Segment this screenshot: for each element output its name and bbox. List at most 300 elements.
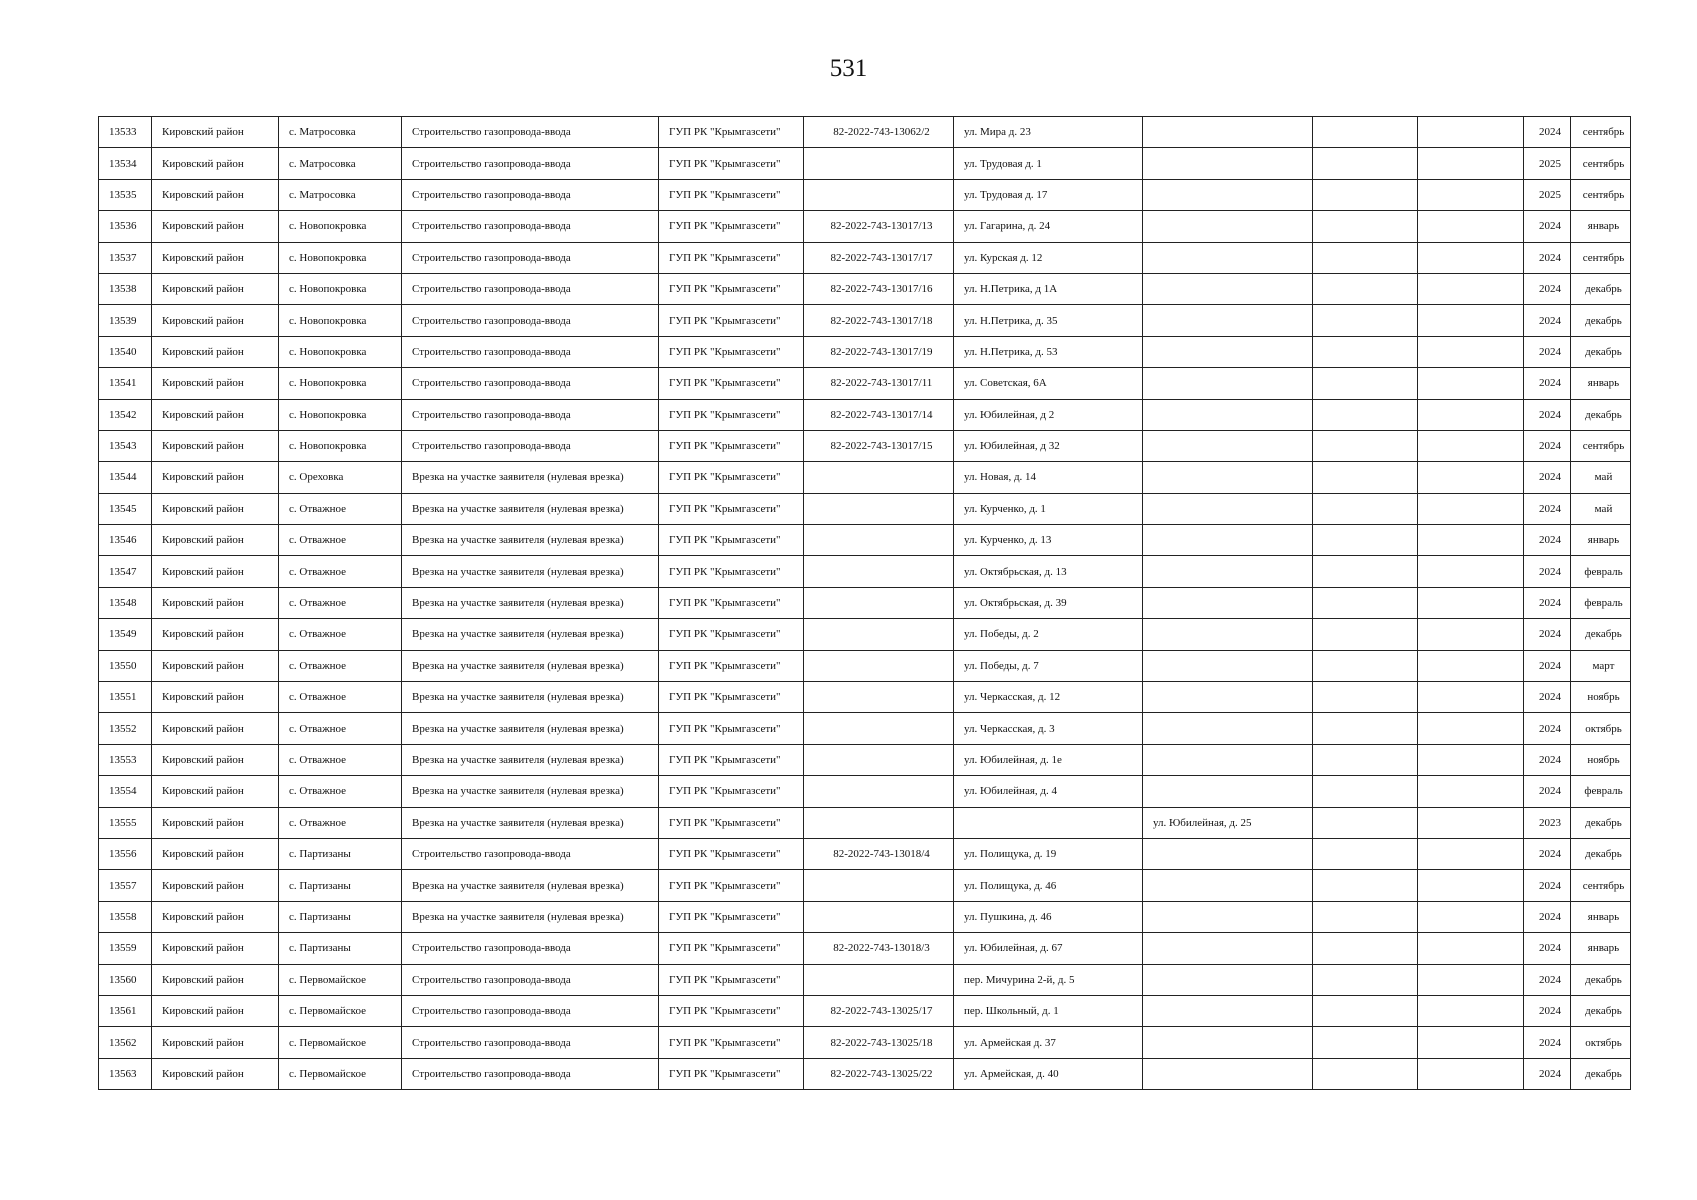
table-row <box>99 776 1631 807</box>
work-type-cell: Врезка на участке заявителя (нулевая врезка) <box>402 870 659 901</box>
extra-address-cell <box>1143 713 1313 744</box>
month-cell: февраль <box>1571 587 1631 618</box>
blank-cell <box>1418 1027 1524 1058</box>
row-number: 13541 <box>99 368 152 399</box>
table-row <box>99 368 1631 399</box>
work-type-cell: Строительство газопровода-ввода <box>402 148 659 179</box>
blank-cell <box>1313 242 1418 273</box>
address-cell: ул. Черкасская, д. 3 <box>954 713 1143 744</box>
application-code-cell: 82-2022-743-13062/2 <box>804 117 954 148</box>
table-row <box>99 1027 1631 1058</box>
address-cell: пер. Школьный, д. 1 <box>954 995 1143 1026</box>
settlement-cell: с. Отважное <box>279 493 402 524</box>
blank-cell <box>1418 901 1524 932</box>
address-cell: ул. Юбилейная, д 2 <box>954 399 1143 430</box>
blank-cell <box>1418 493 1524 524</box>
blank-cell <box>1418 776 1524 807</box>
blank-cell <box>1418 399 1524 430</box>
blank-cell <box>1418 1058 1524 1089</box>
month-cell: сентябрь <box>1571 117 1631 148</box>
month-cell: декабрь <box>1571 807 1631 838</box>
row-number: 13552 <box>99 713 152 744</box>
organization-cell: ГУП РК "Крымгазсети" <box>659 901 804 932</box>
settlement-cell: с. Новопокровка <box>279 430 402 461</box>
blank-cell <box>1313 336 1418 367</box>
settlement-cell: с. Отважное <box>279 587 402 618</box>
settlement-cell: с. Первомайское <box>279 1027 402 1058</box>
blank-cell <box>1418 838 1524 869</box>
table-row <box>99 525 1631 556</box>
table-row <box>99 807 1631 838</box>
organization-cell: ГУП РК "Крымгазсети" <box>659 117 804 148</box>
year-cell: 2024 <box>1524 430 1571 461</box>
work-type-cell: Строительство газопровода-ввода <box>402 964 659 995</box>
month-cell: декабрь <box>1571 399 1631 430</box>
blank-cell <box>1418 242 1524 273</box>
row-number: 13537 <box>99 242 152 273</box>
extra-address-cell <box>1143 776 1313 807</box>
organization-cell: ГУП РК "Крымгазсети" <box>659 744 804 775</box>
work-type-cell: Строительство газопровода-ввода <box>402 336 659 367</box>
month-cell: сентябрь <box>1571 870 1631 901</box>
application-code-cell <box>804 148 954 179</box>
month-cell: октябрь <box>1571 713 1631 744</box>
extra-address-cell <box>1143 619 1313 650</box>
organization-cell: ГУП РК "Крымгазсети" <box>659 368 804 399</box>
organization-cell: ГУП РК "Крымгазсети" <box>659 619 804 650</box>
row-number: 13551 <box>99 682 152 713</box>
organization-cell: ГУП РК "Крымгазсети" <box>659 305 804 336</box>
extra-address-cell <box>1143 305 1313 336</box>
blank-cell <box>1418 179 1524 210</box>
blank-cell <box>1418 273 1524 304</box>
page-number: 531 <box>829 55 868 82</box>
year-cell: 2024 <box>1524 933 1571 964</box>
year-cell: 2024 <box>1524 368 1571 399</box>
row-number: 13555 <box>99 807 152 838</box>
month-cell: январь <box>1571 901 1631 932</box>
year-cell: 2024 <box>1524 1027 1571 1058</box>
district-cell: Кировский район <box>152 273 279 304</box>
registry-body <box>99 117 1631 1090</box>
extra-address-cell <box>1143 117 1313 148</box>
extra-address-cell <box>1143 870 1313 901</box>
address-cell: ул. Советская, 6А <box>954 368 1143 399</box>
application-code-cell <box>804 807 954 838</box>
organization-cell: ГУП РК "Крымгазсети" <box>659 682 804 713</box>
extra-address-cell <box>1143 399 1313 430</box>
work-type-cell: Врезка на участке заявителя (нулевая врезка) <box>402 744 659 775</box>
blank-cell <box>1313 148 1418 179</box>
table-row <box>99 179 1631 210</box>
row-number: 13560 <box>99 964 152 995</box>
row-number: 13558 <box>99 901 152 932</box>
address-cell: ул. Юбилейная, д 32 <box>954 430 1143 461</box>
blank-cell <box>1418 556 1524 587</box>
blank-cell <box>1313 838 1418 869</box>
district-cell: Кировский район <box>152 870 279 901</box>
work-type-cell: Строительство газопровода-ввода <box>402 995 659 1026</box>
extra-address-cell <box>1143 336 1313 367</box>
address-cell: ул. Н.Петрика, д 1А <box>954 273 1143 304</box>
settlement-cell: с. Новопокровка <box>279 211 402 242</box>
row-number: 13547 <box>99 556 152 587</box>
settlement-cell: с. Новопокровка <box>279 273 402 304</box>
year-cell: 2024 <box>1524 901 1571 932</box>
blank-cell <box>1418 870 1524 901</box>
work-type-cell: Врезка на участке заявителя (нулевая врезка) <box>402 682 659 713</box>
row-number: 13534 <box>99 148 152 179</box>
blank-cell <box>1418 587 1524 618</box>
table-row <box>99 273 1631 304</box>
blank-cell <box>1313 462 1418 493</box>
organization-cell: ГУП РК "Крымгазсети" <box>659 713 804 744</box>
month-cell: май <box>1571 493 1631 524</box>
month-cell: декабрь <box>1571 305 1631 336</box>
settlement-cell: с. Отважное <box>279 525 402 556</box>
address-cell: ул. Трудовая д. 17 <box>954 179 1143 210</box>
blank-cell <box>1418 462 1524 493</box>
district-cell: Кировский район <box>152 650 279 681</box>
row-number: 13550 <box>99 650 152 681</box>
district-cell: Кировский район <box>152 619 279 650</box>
work-type-cell: Строительство газопровода-ввода <box>402 179 659 210</box>
district-cell: Кировский район <box>152 713 279 744</box>
application-code-cell: 82-2022-743-13025/22 <box>804 1058 954 1089</box>
blank-cell <box>1313 870 1418 901</box>
district-cell: Кировский район <box>152 336 279 367</box>
month-cell: сентябрь <box>1571 148 1631 179</box>
district-cell: Кировский район <box>152 587 279 618</box>
blank-cell <box>1313 619 1418 650</box>
work-type-cell: Строительство газопровода-ввода <box>402 933 659 964</box>
extra-address-cell <box>1143 650 1313 681</box>
organization-cell: ГУП РК "Крымгазсети" <box>659 430 804 461</box>
application-code-cell <box>804 179 954 210</box>
registry-table <box>98 116 1631 1090</box>
district-cell: Кировский район <box>152 493 279 524</box>
blank-cell <box>1313 807 1418 838</box>
table-row <box>99 744 1631 775</box>
month-cell: январь <box>1571 211 1631 242</box>
settlement-cell: с. Отважное <box>279 744 402 775</box>
blank-cell <box>1418 430 1524 461</box>
extra-address-cell <box>1143 273 1313 304</box>
application-code-cell: 82-2022-743-13017/17 <box>804 242 954 273</box>
address-cell: ул. Победы, д. 2 <box>954 619 1143 650</box>
organization-cell: ГУП РК "Крымгазсети" <box>659 587 804 618</box>
address-cell: ул. Курская д. 12 <box>954 242 1143 273</box>
month-cell: ноябрь <box>1571 744 1631 775</box>
work-type-cell: Строительство газопровода-ввода <box>402 368 659 399</box>
month-cell: январь <box>1571 525 1631 556</box>
extra-address-cell: ул. Юбилейная, д. 25 <box>1143 807 1313 838</box>
month-cell: декабрь <box>1571 336 1631 367</box>
organization-cell: ГУП РК "Крымгазсети" <box>659 870 804 901</box>
blank-cell <box>1418 650 1524 681</box>
extra-address-cell <box>1143 744 1313 775</box>
organization-cell: ГУП РК "Крымгазсети" <box>659 933 804 964</box>
settlement-cell: с. Новопокровка <box>279 242 402 273</box>
address-cell: ул. Н.Петрика, д. 35 <box>954 305 1143 336</box>
application-code-cell: 82-2022-743-13018/4 <box>804 838 954 869</box>
year-cell: 2024 <box>1524 242 1571 273</box>
application-code-cell <box>804 964 954 995</box>
organization-cell: ГУП РК "Крымгазсети" <box>659 399 804 430</box>
blank-cell <box>1313 525 1418 556</box>
extra-address-cell <box>1143 1058 1313 1089</box>
organization-cell: ГУП РК "Крымгазсети" <box>659 493 804 524</box>
application-code-cell: 82-2022-743-13025/17 <box>804 995 954 1026</box>
organization-cell: ГУП РК "Крымгазсети" <box>659 776 804 807</box>
settlement-cell: с. Отважное <box>279 619 402 650</box>
table-row <box>99 964 1631 995</box>
address-cell: ул. Н.Петрика, д. 53 <box>954 336 1143 367</box>
application-code-cell <box>804 587 954 618</box>
blank-cell <box>1313 179 1418 210</box>
application-code-cell <box>804 744 954 775</box>
table-row <box>99 870 1631 901</box>
organization-cell: ГУП РК "Крымгазсети" <box>659 462 804 493</box>
extra-address-cell <box>1143 525 1313 556</box>
settlement-cell: с. Отважное <box>279 682 402 713</box>
work-type-cell: Строительство газопровода-ввода <box>402 399 659 430</box>
year-cell: 2024 <box>1524 336 1571 367</box>
blank-cell <box>1313 211 1418 242</box>
year-cell: 2024 <box>1524 399 1571 430</box>
row-number: 13542 <box>99 399 152 430</box>
table-row <box>99 493 1631 524</box>
blank-cell <box>1418 713 1524 744</box>
work-type-cell: Строительство газопровода-ввода <box>402 838 659 869</box>
blank-cell <box>1418 807 1524 838</box>
row-number: 13548 <box>99 587 152 618</box>
extra-address-cell <box>1143 430 1313 461</box>
blank-cell <box>1313 650 1418 681</box>
settlement-cell: с. Партизаны <box>279 838 402 869</box>
extra-address-cell <box>1143 587 1313 618</box>
address-cell: ул. Гагарина, д. 24 <box>954 211 1143 242</box>
table-row <box>99 242 1631 273</box>
table-row <box>99 430 1631 461</box>
work-type-cell: Строительство газопровода-ввода <box>402 1058 659 1089</box>
month-cell: май <box>1571 462 1631 493</box>
work-type-cell: Строительство газопровода-ввода <box>402 211 659 242</box>
month-cell: сентябрь <box>1571 430 1631 461</box>
address-cell: ул. Победы, д. 7 <box>954 650 1143 681</box>
district-cell: Кировский район <box>152 117 279 148</box>
row-number: 13544 <box>99 462 152 493</box>
table-row <box>99 995 1631 1026</box>
blank-cell <box>1418 368 1524 399</box>
month-cell: январь <box>1571 368 1631 399</box>
address-cell: ул. Курченко, д. 1 <box>954 493 1143 524</box>
row-number: 13559 <box>99 933 152 964</box>
district-cell: Кировский район <box>152 933 279 964</box>
application-code-cell <box>804 901 954 932</box>
settlement-cell: с. Отважное <box>279 776 402 807</box>
blank-cell <box>1418 964 1524 995</box>
settlement-cell: с. Отважное <box>279 650 402 681</box>
row-number: 13535 <box>99 179 152 210</box>
blank-cell <box>1313 901 1418 932</box>
blank-cell <box>1418 525 1524 556</box>
organization-cell: ГУП РК "Крымгазсети" <box>659 1058 804 1089</box>
settlement-cell: с. Отважное <box>279 556 402 587</box>
year-cell: 2024 <box>1524 305 1571 336</box>
month-cell: октябрь <box>1571 1027 1631 1058</box>
month-cell: декабрь <box>1571 995 1631 1026</box>
application-code-cell <box>804 713 954 744</box>
settlement-cell: с. Партизаны <box>279 870 402 901</box>
month-cell: сентябрь <box>1571 242 1631 273</box>
table-row <box>99 901 1631 932</box>
blank-cell <box>1313 305 1418 336</box>
extra-address-cell <box>1143 1027 1313 1058</box>
blank-cell <box>1418 148 1524 179</box>
settlement-cell: с. Партизаны <box>279 933 402 964</box>
district-cell: Кировский район <box>152 211 279 242</box>
address-cell: ул. Юбилейная, д. 1е <box>954 744 1143 775</box>
work-type-cell: Строительство газопровода-ввода <box>402 273 659 304</box>
application-code-cell <box>804 776 954 807</box>
settlement-cell: с. Матросовка <box>279 117 402 148</box>
table-row <box>99 682 1631 713</box>
settlement-cell: с. Новопокровка <box>279 399 402 430</box>
year-cell: 2024 <box>1524 870 1571 901</box>
address-cell <box>954 807 1143 838</box>
month-cell: сентябрь <box>1571 179 1631 210</box>
address-cell: ул. Новая, д. 14 <box>954 462 1143 493</box>
year-cell: 2023 <box>1524 807 1571 838</box>
address-cell: ул. Мира д. 23 <box>954 117 1143 148</box>
year-cell: 2025 <box>1524 179 1571 210</box>
district-cell: Кировский район <box>152 148 279 179</box>
blank-cell <box>1313 399 1418 430</box>
work-type-cell: Строительство газопровода-ввода <box>402 1027 659 1058</box>
year-cell: 2024 <box>1524 587 1571 618</box>
district-cell: Кировский район <box>152 744 279 775</box>
year-cell: 2024 <box>1524 525 1571 556</box>
row-number: 13533 <box>99 117 152 148</box>
district-cell: Кировский район <box>152 525 279 556</box>
blank-cell <box>1418 933 1524 964</box>
row-number: 13562 <box>99 1027 152 1058</box>
settlement-cell: с. Первомайское <box>279 995 402 1026</box>
row-number: 13540 <box>99 336 152 367</box>
district-cell: Кировский район <box>152 368 279 399</box>
application-code-cell <box>804 493 954 524</box>
year-cell: 2024 <box>1524 995 1571 1026</box>
district-cell: Кировский район <box>152 556 279 587</box>
table-row <box>99 336 1631 367</box>
application-code-cell <box>804 525 954 556</box>
blank-cell <box>1313 1058 1418 1089</box>
blank-cell <box>1418 995 1524 1026</box>
settlement-cell: с. Матросовка <box>279 148 402 179</box>
work-type-cell: Врезка на участке заявителя (нулевая врезка) <box>402 556 659 587</box>
settlement-cell: с. Партизаны <box>279 901 402 932</box>
work-type-cell: Врезка на участке заявителя (нулевая врезка) <box>402 462 659 493</box>
row-number: 13561 <box>99 995 152 1026</box>
organization-cell: ГУП РК "Крымгазсети" <box>659 556 804 587</box>
year-cell: 2024 <box>1524 776 1571 807</box>
organization-cell: ГУП РК "Крымгазсети" <box>659 148 804 179</box>
year-cell: 2024 <box>1524 619 1571 650</box>
row-number: 13546 <box>99 525 152 556</box>
district-cell: Кировский район <box>152 430 279 461</box>
application-code-cell: 82-2022-743-13017/16 <box>804 273 954 304</box>
row-number: 13553 <box>99 744 152 775</box>
year-cell: 2024 <box>1524 744 1571 775</box>
address-cell: ул. Юбилейная, д. 4 <box>954 776 1143 807</box>
application-code-cell: 82-2022-743-13017/15 <box>804 430 954 461</box>
extra-address-cell <box>1143 838 1313 869</box>
application-code-cell <box>804 619 954 650</box>
application-code-cell <box>804 682 954 713</box>
extra-address-cell <box>1143 556 1313 587</box>
district-cell: Кировский район <box>152 1027 279 1058</box>
address-cell: ул. Трудовая д. 1 <box>954 148 1143 179</box>
month-cell: декабрь <box>1571 1058 1631 1089</box>
extra-address-cell <box>1143 901 1313 932</box>
table-row <box>99 117 1631 148</box>
district-cell: Кировский район <box>152 242 279 273</box>
district-cell: Кировский район <box>152 995 279 1026</box>
work-type-cell: Врезка на участке заявителя (нулевая врезка) <box>402 901 659 932</box>
address-cell: ул. Черкасская, д. 12 <box>954 682 1143 713</box>
extra-address-cell <box>1143 493 1313 524</box>
address-cell: ул. Полищука, д. 19 <box>954 838 1143 869</box>
blank-cell <box>1418 117 1524 148</box>
month-cell: декабрь <box>1571 619 1631 650</box>
settlement-cell: с. Новопокровка <box>279 336 402 367</box>
table-row <box>99 838 1631 869</box>
address-cell: ул. Октябрьская, д. 13 <box>954 556 1143 587</box>
application-code-cell: 82-2022-743-13017/19 <box>804 336 954 367</box>
application-code-cell: 82-2022-743-13025/18 <box>804 1027 954 1058</box>
district-cell: Кировский район <box>152 964 279 995</box>
application-code-cell <box>804 870 954 901</box>
organization-cell: ГУП РК "Крымгазсети" <box>659 525 804 556</box>
settlement-cell: с. Отважное <box>279 807 402 838</box>
settlement-cell: с. Первомайское <box>279 1058 402 1089</box>
year-cell: 2025 <box>1524 148 1571 179</box>
table-row <box>99 933 1631 964</box>
address-cell: ул. Октябрьская, д. 39 <box>954 587 1143 618</box>
year-cell: 2024 <box>1524 493 1571 524</box>
table-row <box>99 619 1631 650</box>
address-cell: ул. Пушкина, д. 46 <box>954 901 1143 932</box>
month-cell: декабрь <box>1571 838 1631 869</box>
extra-address-cell <box>1143 179 1313 210</box>
work-type-cell: Врезка на участке заявителя (нулевая врезка) <box>402 776 659 807</box>
address-cell: ул. Юбилейная, д. 67 <box>954 933 1143 964</box>
row-number: 13539 <box>99 305 152 336</box>
application-code-cell: 82-2022-743-13017/18 <box>804 305 954 336</box>
year-cell: 2024 <box>1524 650 1571 681</box>
table-row <box>99 462 1631 493</box>
row-number: 13554 <box>99 776 152 807</box>
work-type-cell: Врезка на участке заявителя (нулевая врезка) <box>402 587 659 618</box>
blank-cell <box>1313 430 1418 461</box>
blank-cell <box>1313 556 1418 587</box>
month-cell: декабрь <box>1571 964 1631 995</box>
application-code-cell <box>804 462 954 493</box>
blank-cell <box>1418 744 1524 775</box>
month-cell: декабрь <box>1571 273 1631 304</box>
organization-cell: ГУП РК "Крымгазсети" <box>659 179 804 210</box>
